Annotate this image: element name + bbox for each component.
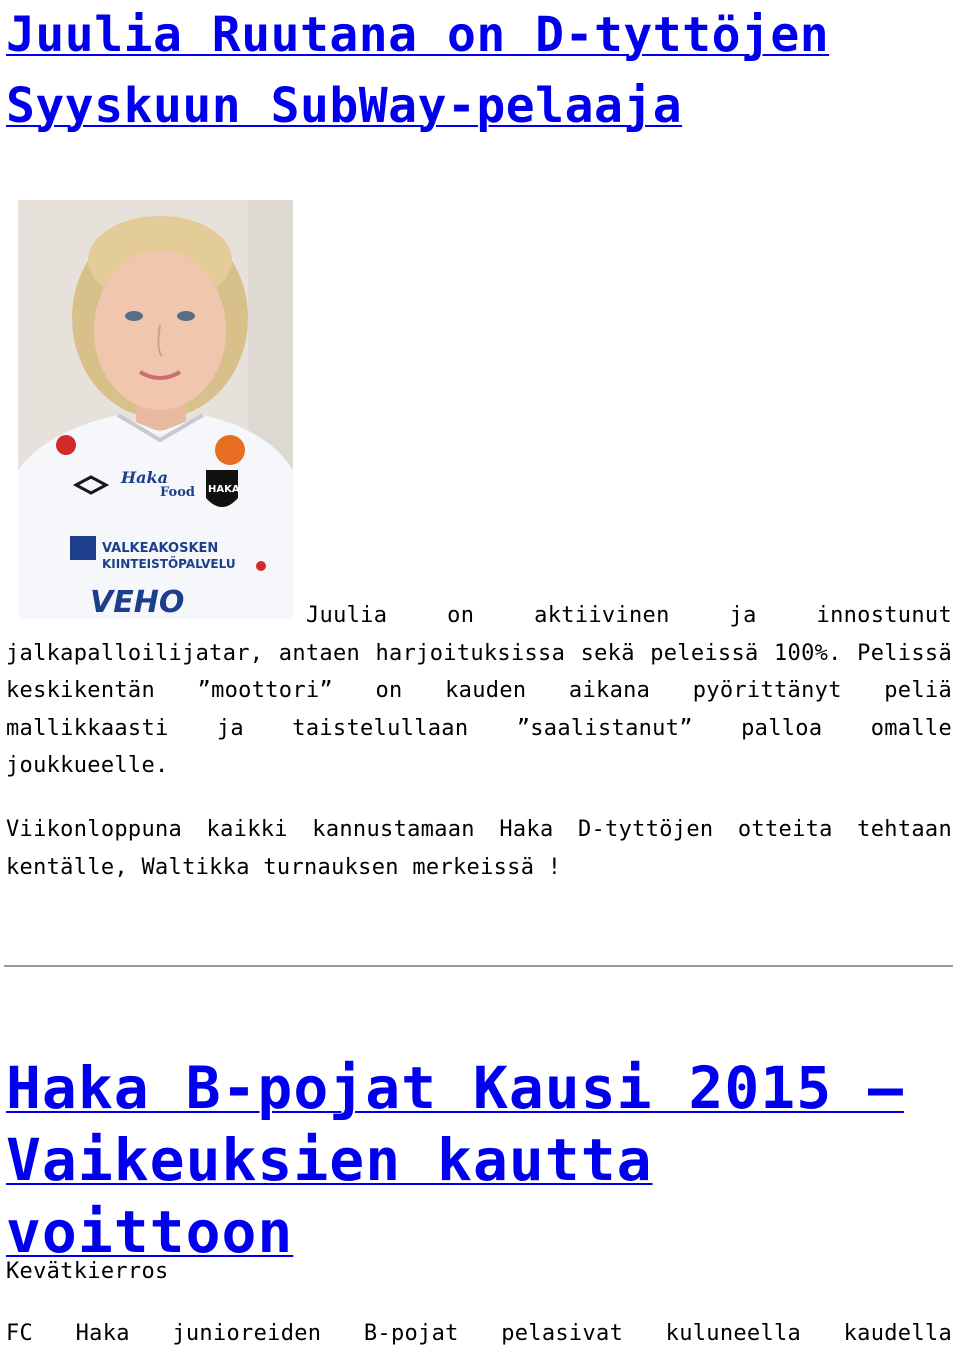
jersey-sponsor-line-1: VALKEAKOSKEN: [102, 541, 219, 556]
player-photo-graphic: [18, 200, 293, 619]
player-photo: [18, 200, 293, 619]
jersey-sponsor-top: Haka: [121, 468, 168, 487]
jersey-sponsor-bottom: VEHO: [90, 585, 185, 619]
post-title-line-1: Juulia Ruutana on D-tyttöjen: [6, 7, 830, 63]
post-divider: [4, 965, 953, 967]
jersey-sponsor-line-2: KIINTEISTÖPALVELU: [102, 557, 236, 571]
post-paragraph-2: Viikonloppuna kaikki kannustamaan Haka D-tyttöjen otteita tehtaan kentälle, Waltikka turnauksen merkeissä !: [6, 817, 952, 880]
jersey-club-badge: HAKA: [208, 484, 240, 495]
post-title-b-pojat: [6, 1052, 958, 1268]
post-paragraph-3: FC Haka junioreiden B-pojat pelasivat kuluneella kaudella: [6, 1321, 952, 1346]
post-title-link-b-pojat[interactable]: Haka B-pojat Kausi 2015 – Vaikeuksien kautta voittoon: [6, 1054, 904, 1266]
post-paragraph-1-text: Juulia on aktiivinen ja innostunut jalkapalloilijatar, antaen harjoituksissa sekä peleissä 100%. Pelissä keskikentän ”moottori” on kauden aikana pyörittänyt peliä mallikkaasti ja taistelullaan ”saalistanut” palloa omalle joukkueelle.: [6, 603, 952, 778]
jersey-sponsor-food: Food: [160, 485, 195, 500]
post-paragraph-1: [6, 597, 952, 785]
post-title-line-2: Syyskuun SubWay-pelaaja: [6, 78, 683, 134]
post-title-juulia: [6, 0, 956, 142]
post-title-link-juulia[interactable]: [6, 7, 829, 134]
post-subheading: Kevätkierros: [6, 1259, 169, 1284]
